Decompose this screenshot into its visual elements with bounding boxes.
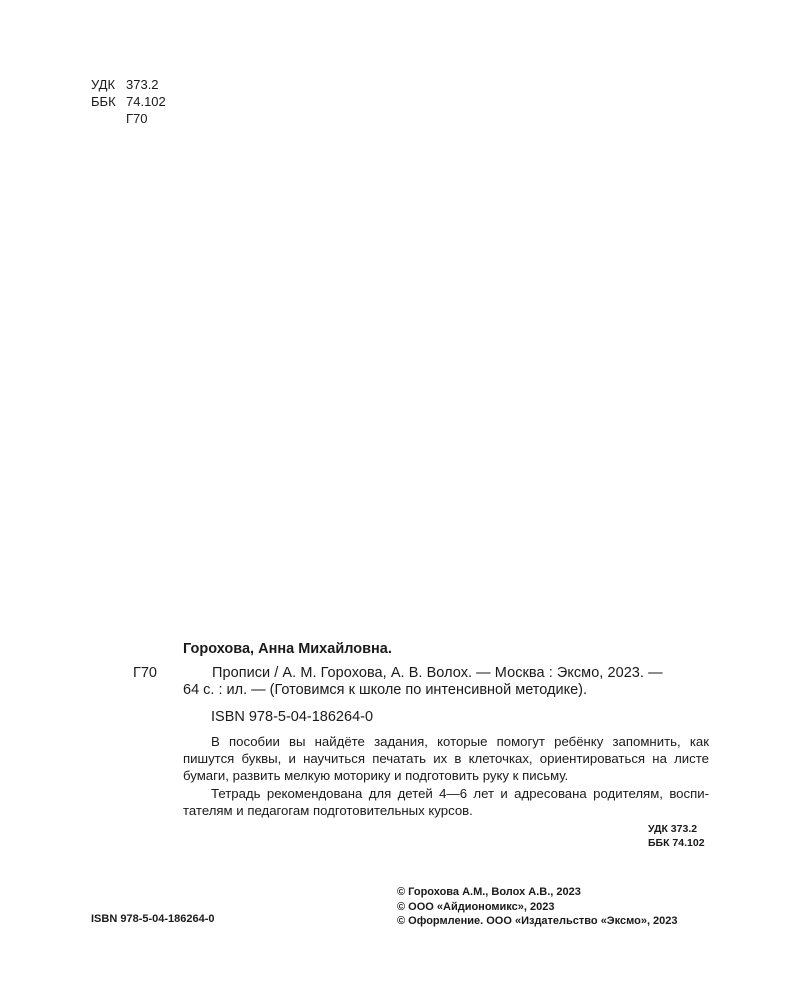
title-line-2: 64 с. : ил. — (Готовимся к школе по интенсивной методике). [183, 682, 587, 698]
title-line-1: Прописи / А. М. Горохова, А. В. Волох. — Москва : Эксмо, 2023. — [212, 665, 663, 681]
abstract-p1-line-3: бумаги, развить мелкую моторику и подготовить руку к письму. [183, 768, 569, 784]
author-name: Горохова, Анна Михайловна. [183, 641, 392, 657]
abstract-p1-line-1: В пособии вы найдёте задания, которые помогут ребёнку запомнить, как [211, 734, 709, 749]
bbk-value: 74.102 [126, 94, 166, 109]
copyright-line-1: © Горохова А.М., Волох А.В., 2023 [397, 886, 581, 898]
isbn-bottom: ISBN 978-5-04-186264-0 [91, 913, 215, 925]
bbk-key: ББК [91, 94, 116, 109]
copyright-block [397, 885, 678, 929]
bbk-row [91, 93, 166, 110]
udk-key: УДК [91, 77, 116, 92]
abstract-p2-line-2: тателям и педагогам подготовительных курсов. [183, 802, 473, 818]
udc-right-block [648, 822, 705, 850]
udk-right: УДК 373.2 [648, 823, 698, 835]
isbn-main: ISBN 978-5-04-186264-0 [211, 709, 374, 725]
abstract [183, 733, 709, 819]
author-mark-value: Г70 [126, 111, 148, 126]
udk-row [91, 76, 166, 93]
author-mark-row [91, 110, 166, 127]
abstract-p2-line-1: Тетрадь рекомендована для детей 4—6 лет и адресована родителям, воспи- [211, 785, 709, 801]
copyright-line-3: © Оформление. ООО «Издательство «Эксмо», 2023 [397, 915, 678, 927]
copyright-line-2: © ООО «Айдиономикс», 2023 [397, 900, 555, 913]
udk-value: 373.2 [126, 77, 159, 92]
classification-codes [91, 76, 166, 127]
call-mark: Г70 [133, 665, 157, 681]
author-mark-key [91, 110, 126, 127]
bbk-right: ББК 74.102 [648, 837, 705, 849]
abstract-p1-line-2: пишутся буквы, и научиться печатать их в клеточках, ориентироваться на листе [183, 751, 709, 767]
